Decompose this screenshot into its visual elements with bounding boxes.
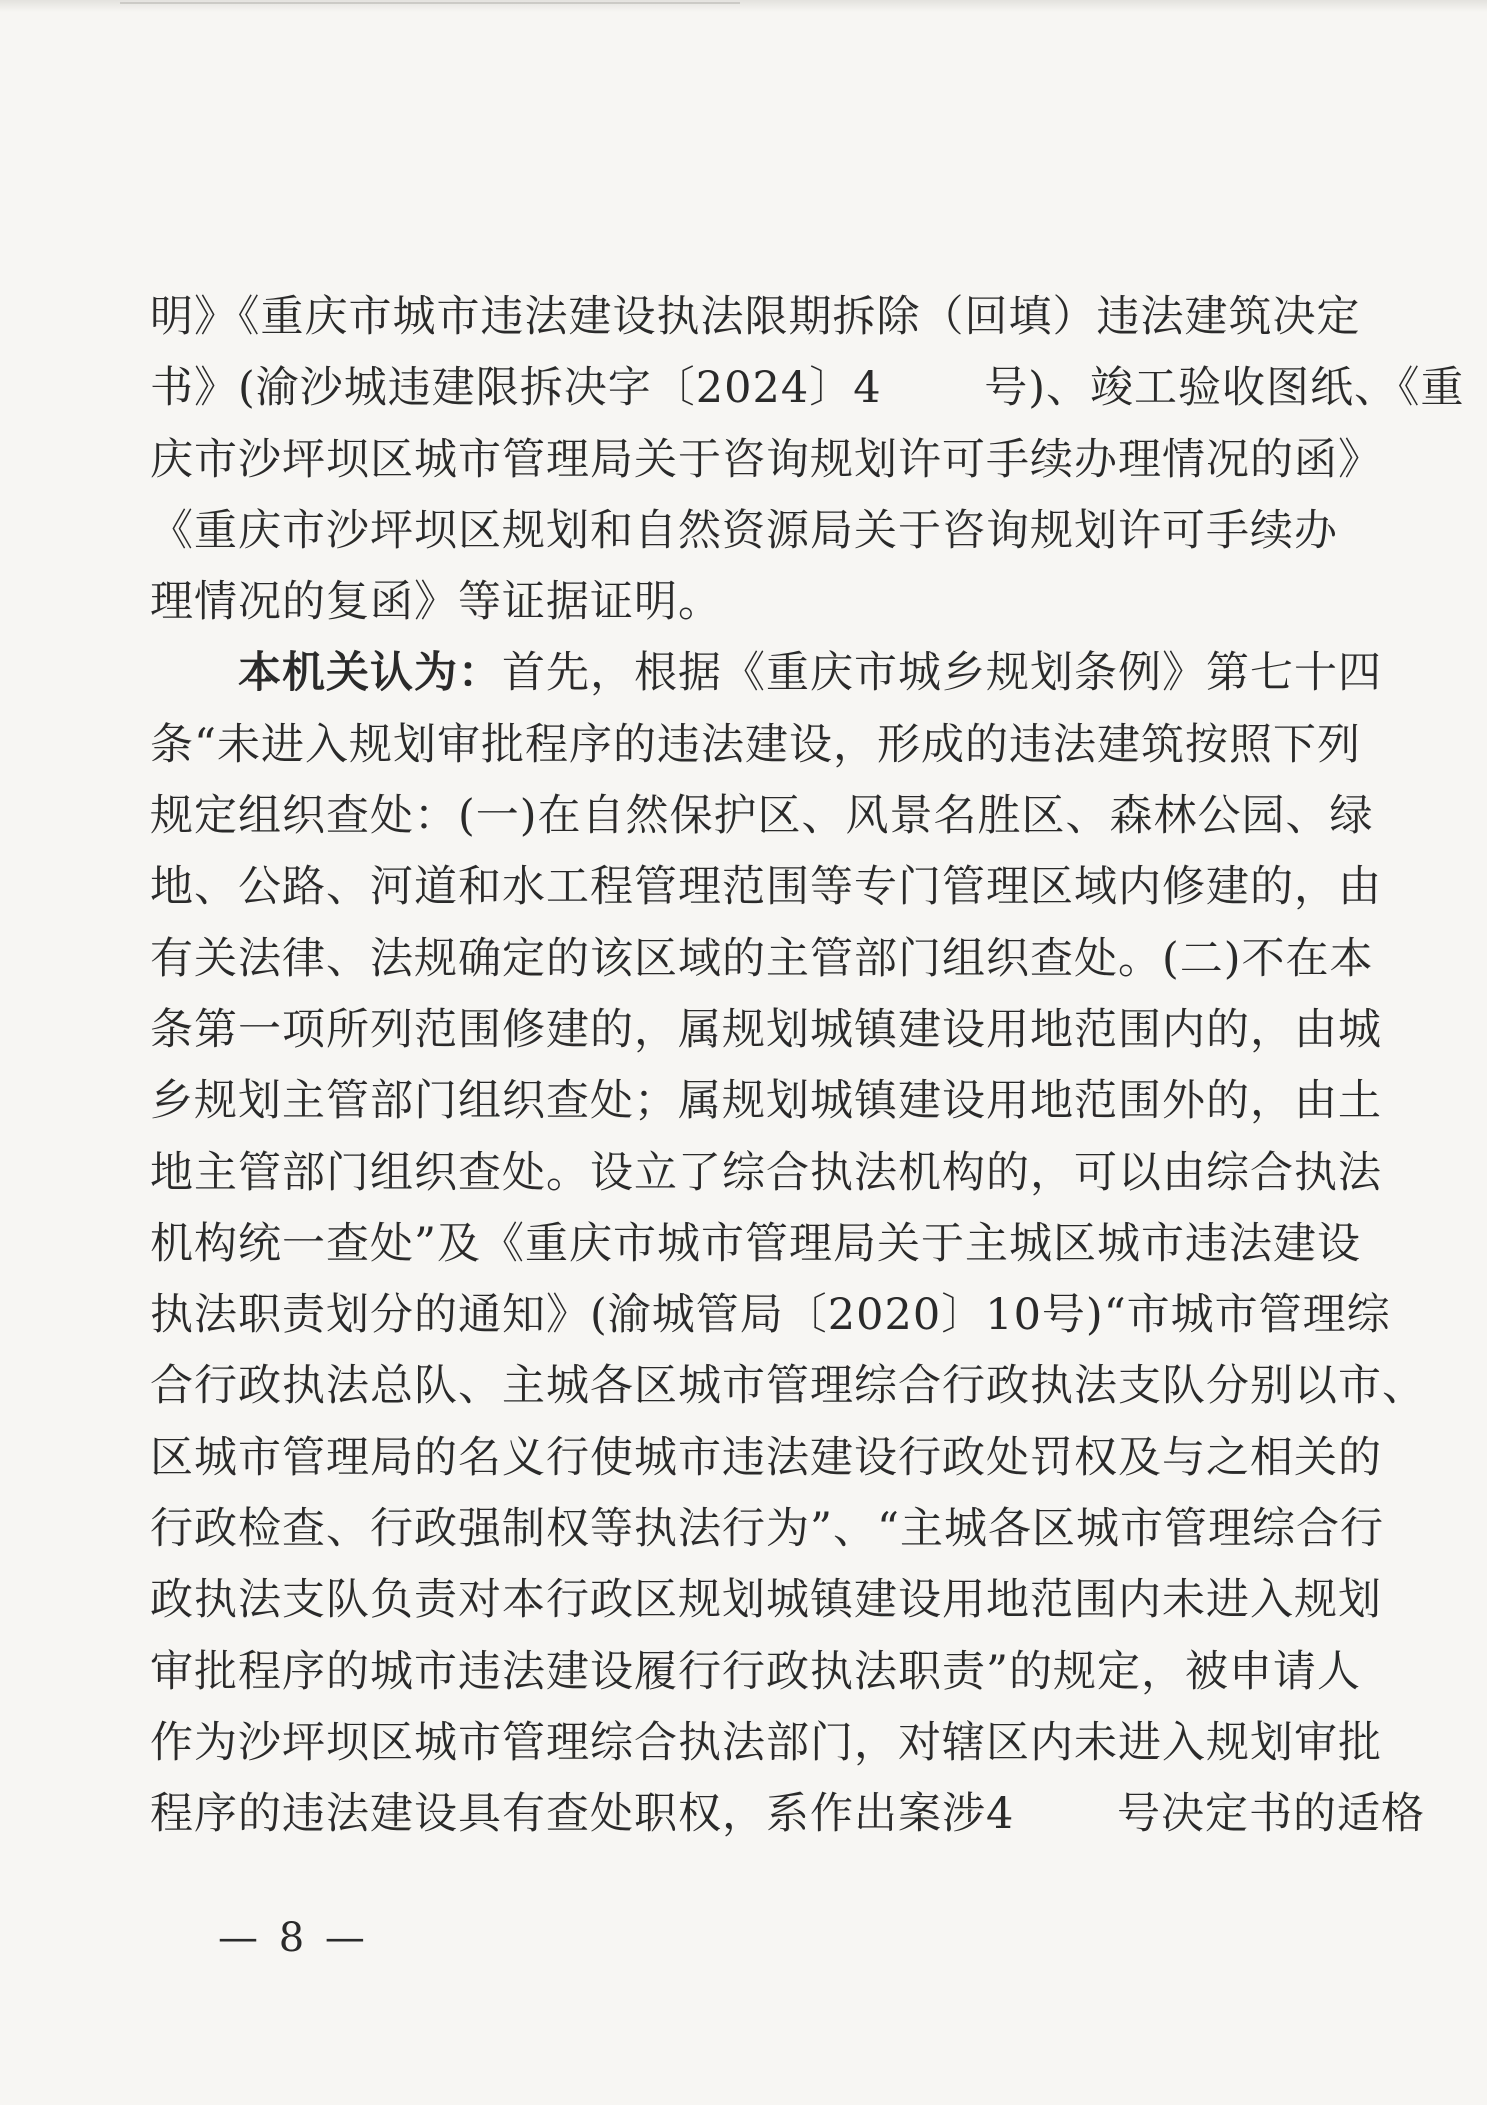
body-line: 机构统一查处”及《重庆市城市管理局关于主城区城市违法建设 (150, 1218, 1361, 1269)
paragraph-opening-line (150, 638, 1382, 709)
body-line: 作为沙坪坝区城市管理综合执法部门，对辖区内未进入规划审批 (150, 1717, 1382, 1768)
body-line: 书》(渝沙城违建限拆决字〔2024〕4 号)、竣工验收图纸、《重 (150, 363, 1465, 414)
body-line: 执法职责划分的通知》(渝城管局〔2020〕10号)“市城市管理综 (150, 1290, 1391, 1341)
body-line: 审批程序的城市违法建设履行行政执法职责”的规定，被申请人 (150, 1646, 1361, 1697)
body-line: 条第一项所列范围修建的，属规划城镇建设用地范围内的，由城 (150, 1004, 1382, 1055)
body-line: 乡规划主管部门组织查处；属规划城镇建设用地范围外的，由土 (150, 1076, 1382, 1127)
page-number: — 8 — (218, 1915, 369, 1961)
body-line: 合行政执法总队、主城各区城市管理综合行政执法支队分别以市、 (150, 1361, 1426, 1412)
scan-mark (120, 2, 740, 4)
paragraph-heading: 本机关认为： (238, 648, 502, 699)
body-line: 程序的违法建设具有查处职权，系作出案涉4 号决定书的适格 (150, 1789, 1426, 1840)
body-line: 地、公路、河道和水工程管理范围等专门管理区域内修建的，由 (150, 862, 1382, 913)
body-line: 行政检查、行政强制权等执法行为”、“主城各区城市管理综合行 (150, 1504, 1384, 1555)
body-line: 规定组织查处：(一)在自然保护区、风景名胜区、森林公园、绿 (150, 791, 1374, 842)
paragraph-opening-text: 首先，根据《重庆市城乡规划条例》第七十四 (502, 648, 1382, 699)
body-line: 条“未进入规划审批程序的违法建设，形成的违法建筑按照下列 (150, 719, 1361, 770)
document-body (150, 282, 1465, 1851)
body-line: 理情况的复函》等证据证明。 (150, 577, 722, 628)
body-line: 《重庆市沙坪坝区规划和自然资源局关于咨询规划许可手续办 (150, 505, 1338, 556)
body-line: 庆市沙坪坝区城市管理局关于咨询规划许可手续办理情况的函》 (150, 434, 1382, 485)
body-line: 有关法律、法规确定的该区域的主管部门组织查处。(二)不在本 (150, 933, 1374, 984)
body-line: 地主管部门组织查处。设立了综合执法机构的，可以由综合执法 (150, 1147, 1382, 1198)
body-line: 明》《重庆市城市违法建设执法限期拆除（回填）违法建筑决定 (150, 292, 1361, 342)
body-line: 区城市管理局的名义行使城市违法建设行政处罚权及与之相关的 (150, 1432, 1382, 1483)
body-line: 政执法支队负责对本行政区规划城镇建设用地范围内未进入规划 (150, 1575, 1382, 1626)
